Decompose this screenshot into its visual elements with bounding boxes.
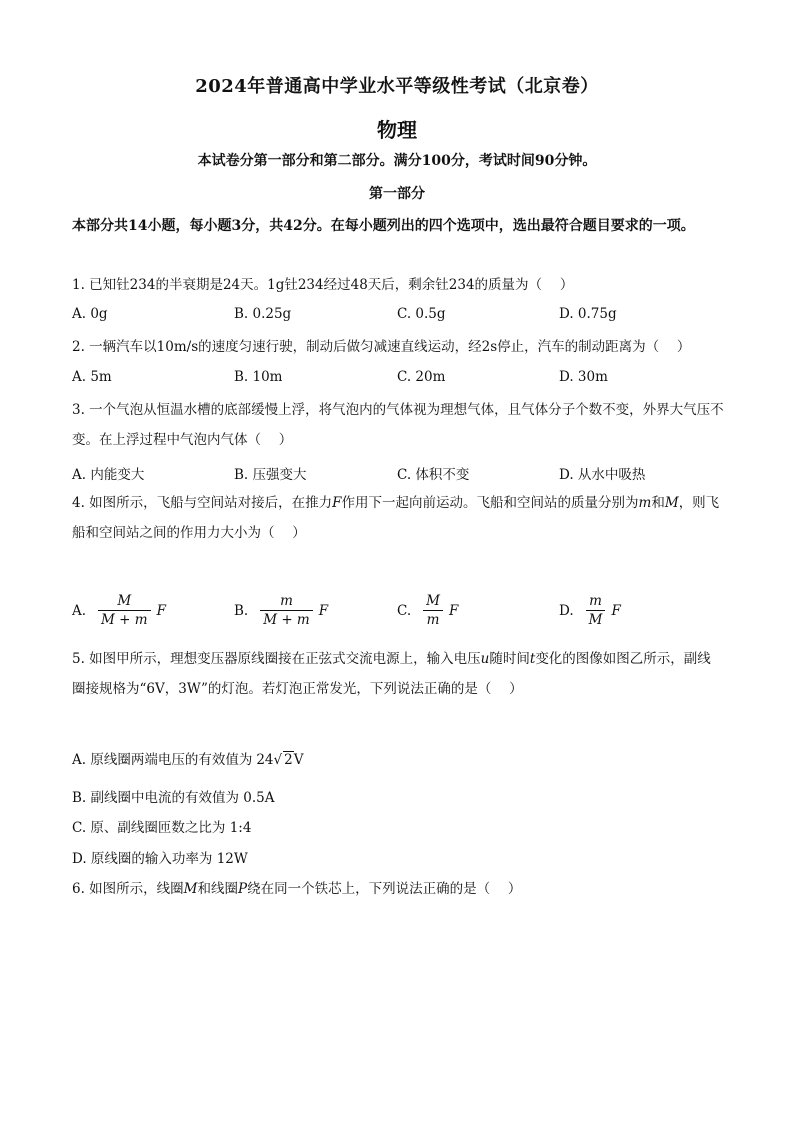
sqrt-icon: √ (273, 752, 283, 768)
question-6: 6. 如图所示，线圈M和线圈P绕在同一个铁芯上，下列说法正确的是（ ） (72, 881, 522, 897)
fraction: $\frac{m}{M + m}$ (260, 592, 313, 629)
option-b[interactable]: B. $\frac{m}{M + m}$ F (234, 593, 329, 628)
question-4: 4. 如图所示，飞船与空间站对接后，在推力F作用下一起向前运动。飞船和空间站的质量分别为m和M，则飞船和空间站之间的作用力大小为（ ） (72, 495, 720, 541)
option-d[interactable]: D. 30m (559, 369, 608, 385)
question-5: 5. 如图甲所示，理想变压器原线圈接在正弦式交流电源上，输入电压u随时间t变化的图像如图乙所示，副线圈接规格为“6V，3W”的灯泡。若灯泡正常发光，下列说法正确的是（ ） (72, 651, 711, 697)
option-a[interactable]: A. 原线圈两端电压的有效值为 24√ 2V (72, 752, 304, 768)
option-b[interactable]: B. 0.25g (234, 306, 292, 322)
option-d[interactable]: D. 从水中吸热 (559, 467, 646, 483)
option-a[interactable]: A. 内能变大 (72, 467, 145, 483)
fraction: $\frac{M}{M + m}$ (98, 592, 151, 629)
part-instructions: 本部分共14小题，每小题3分，共42分。在每小题列出的四个选项中，选出最符合题目要求的一项。 (72, 218, 695, 234)
option-c[interactable]: C. $\frac{M}{m}$ F (397, 593, 459, 628)
option-a[interactable]: A. 0g (72, 306, 108, 322)
exam-intro: 本试卷分第一部分和第二部分。满分100分，考试时间90分钟。 (197, 153, 597, 169)
part-heading: 第一部分 (369, 186, 425, 202)
question-2-options (72, 369, 724, 393)
fraction: $\frac{m}{M}$ (586, 592, 606, 629)
option-c[interactable]: C. 20m (397, 369, 446, 385)
option-c[interactable]: C. 体积不变 (397, 467, 470, 483)
option-b[interactable]: B. 副线圈中电流的有效值为 0.5A (72, 790, 275, 806)
option-d[interactable]: D. $\frac{m}{M}$ F (559, 593, 621, 628)
question-2: 2. 一辆汽车以10m/s的速度匀速行驶，制动后做匀减速直线运动，经2s停止，汽车的制动距离为（ ） (72, 339, 691, 355)
subject-title: 物理 (377, 118, 417, 142)
question-4-options (72, 592, 724, 634)
question-3: 3. 一个气泡从恒温水槽的底部缓慢上浮，将气泡内的气体视为理想气体，且气体分子个数不变，外界大气压不变。在上浮过程中气泡内气体（ ） (72, 402, 724, 448)
option-b[interactable]: B. 压强变大 (234, 467, 307, 483)
option-c[interactable]: C. 0.5g (397, 306, 446, 322)
question-3-options (72, 463, 724, 487)
option-d[interactable]: D. 原线圈的输入功率为 12W (72, 851, 248, 867)
fraction: $\frac{M}{m}$ (423, 592, 443, 629)
option-a[interactable]: A. $\frac{M}{M + m}$ F (72, 593, 166, 628)
option-a[interactable]: A. 5m (72, 369, 112, 385)
question-1: 1. 已知钍234的半衰期是24天。1g钍234经过48天后，剩余钍234的质量为（ ） (72, 277, 574, 293)
option-b[interactable]: B. 10m (234, 369, 283, 385)
exam-title: 2024年普通高中学业水平等级性考试（北京卷） (195, 76, 599, 97)
question-1-options (72, 306, 724, 330)
option-d[interactable]: D. 0.75g (559, 306, 617, 322)
option-c[interactable]: C. 原、副线圈匝数之比为 1:4 (72, 820, 252, 836)
